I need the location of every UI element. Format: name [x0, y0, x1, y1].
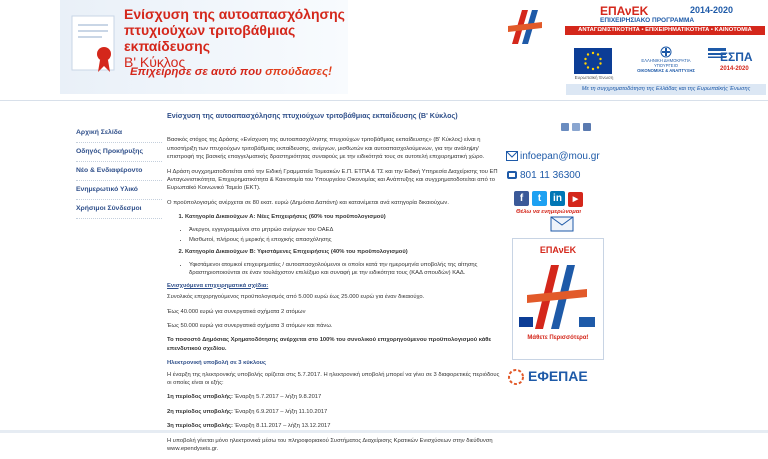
epanek-logo-icon	[508, 4, 542, 48]
header-slogan	[130, 66, 332, 78]
header-title-line1: Ενίσχυση της αυτοαπασχόλησης	[124, 6, 345, 22]
espa-years: 2014-2020	[720, 66, 749, 72]
share-icon[interactable]	[583, 123, 591, 131]
eu-caption: Ευρωπαϊκή Ένωση	[574, 75, 614, 80]
header-title-line3: Β' Κύκλος	[124, 54, 186, 70]
period-label: 2η περίοδος υποβολής:	[167, 408, 233, 415]
diploma-icon	[64, 8, 124, 80]
period-label: 1η περίοδος υποβολής:	[167, 394, 233, 401]
banner-cta: Μάθετε Περισσότερα!	[527, 335, 589, 341]
period-dates: Έναρξη 8.11.2017 – λήξη 13.12.2017	[234, 423, 331, 430]
plan-text-2: Έως 40.000 ευρώ για συνεργατικά σχήματα 2 ατόμων	[167, 308, 306, 315]
slogan-text: Επιχείρησε σε αυτό που	[130, 66, 266, 78]
sidebar-nav	[76, 124, 162, 219]
submission-heading: Ηλεκτρονική υποβολή σε 3 κύκλους	[167, 360, 267, 367]
category-a: 1. Κατηγορία Δικαιούχων Α: Νέες Επιχειρήσεις (60% του προϋπολογισμού)	[185, 213, 500, 221]
contact-phone[interactable]	[506, 170, 580, 181]
eu-flag-icon	[574, 48, 612, 74]
list-item: • Υφιστάμενοι ατομικοί επιχειρηματίες / αυτοαπασχολούμενοι οι οποίοι κατά την ημερομηνία υποβολής της αίτησης δραστηριοποιούνται σε έναν τουλάχιστον επιλέξιμο και συναφή με την ειδικότητα τους (ΚΑΔ σπουδών) ΚΑΔ.	[189, 261, 500, 278]
category-b-list	[167, 261, 500, 278]
newsletter-envelope-icon[interactable]	[550, 216, 574, 232]
header-title-line2: πτυχιούχων τριτοβάθμιας εκπαίδευσης	[124, 22, 296, 54]
intro-paragraph-2: Η Δράση συγχρηματοδοτείται από την Ειδική Γραμματεία Τομεακών Ε.Π. ΕΤΠΑ & ΤΣ και την Ειδική Υπηρεσία Διαχείρισης του ΕΠ Ανταγωνιστικότητα, Επιχειρηματικότητα & Καινοτομία του Υπουργείου Οικονομίας και Ανάπτυξης και συγχρηματοδοτείται από το Ευρωπαϊκό Κοινωνικό Ταμείο (ΕΚΤ).	[167, 168, 498, 192]
header-title	[124, 6, 354, 70]
funding-paragraph: Το ποσοστό Δημόσιας Χρηματοδότησης ανέρχεται στο 100% του συνολικού επιχορηγούμενου προϋπολογισμού κάθε επενδυτικού σχεδίου.	[167, 337, 492, 352]
category-a-list	[167, 226, 500, 245]
period-dates: Έναρξη 6.9.2017 – λήξη 11.10.2017	[234, 408, 328, 415]
plan-text-3: Έως 50.000 ευρώ για συνεργατικά σχήματα 3 ατόμων και πάνω.	[167, 322, 333, 329]
epanek-years: 2014-2020	[690, 5, 734, 15]
ministry-line2: ΥΠΟΥΡΓΕΙΟ	[653, 63, 679, 68]
list-item: • Άνεργοι, εγγεγραμμένοι στο μητρώο ανέργων του ΟΑΕΔ	[189, 226, 500, 234]
ministry-line1: ΕΛΛΗΝΙΚΗ ΔΗΜΟΚΡΑΤΙΑ	[641, 58, 691, 63]
sidebar-item-links[interactable]: Χρήσιμοι Σύνδεσμοι	[76, 200, 162, 219]
newsletter-link[interactable]: Θέλω να ενημερώνομαι	[516, 209, 581, 215]
period-row	[167, 393, 500, 401]
page-tools	[561, 118, 594, 136]
efepae-mark-icon	[508, 369, 524, 385]
beneficiary-categories	[167, 213, 500, 221]
page-title: Ενίσχυση της αυτοαπασχόλησης πτυχιούχων τριτοβάθμιας εκπαίδευσης (Β' Κύκλος)	[167, 111, 458, 120]
category-b: 2. Κατηγορία Δικαιούχων Β: Υφιστάμενες Επιχειρήσεις (40% του προϋπολογισμού)	[185, 248, 500, 256]
list-item: • Μισθωτοί, πλήρους ή μερικής ή εποχικής απασχόλησης	[189, 236, 500, 244]
periods-list	[167, 393, 500, 430]
print-icon[interactable]	[561, 123, 569, 131]
efepae-logo[interactable]	[508, 364, 598, 390]
banner-title: ΕΠΑνΕΚ	[539, 245, 577, 255]
banner-graphic-icon	[513, 255, 601, 335]
sidebar-item-guide[interactable]: Οδηγός Προκήρυξης	[76, 143, 162, 162]
email-text: infoepan@mou.gr	[520, 151, 600, 162]
site-header	[0, 0, 768, 101]
plan-text-1: Συνολικός επιχορηγούμενος προϋπολογισμός από 5.000 ευρώ έως 25.000 ευρώ για έναν δικαιούχο.	[167, 294, 425, 301]
epanek-tagline: ΑΝΤΑΓΩΝΙΣΤΙΚΟΤΗΤΑ • ΕΠΙΧΕΙΡΗΜΑΤΙΚΟΤΗΤΑ • ΚΑΙΝΟΤΟΜΙΑ	[565, 26, 765, 35]
ministry-line3: ΟΙΚΟΝΟΜΙΑΣ & ΑΝΑΠΤΥΞΗΣ	[637, 68, 695, 73]
contact-email[interactable]	[506, 151, 600, 162]
sidebar-item-home[interactable]: Αρχική Σελίδα	[76, 124, 162, 143]
greek-emblem-icon	[660, 46, 672, 58]
efepae-name: ΕΦΕΠΑΕ	[528, 368, 588, 384]
twitter-icon[interactable]: t	[532, 191, 547, 206]
plans-heading: Ενισχυόμενα επιχειρηματικά σχέδια:	[167, 282, 269, 289]
phone-icon	[506, 170, 518, 180]
budget-paragraph: Ο προϋπολογισμός ανέρχεται σε 80 εκατ. ευρώ (Δημόσια Δαπάνη) και κατανέμεται ανά κατηγορία δικαιούχων.	[167, 199, 449, 206]
sidebar-item-material[interactable]: Ενημερωτικό Υλικό	[76, 181, 162, 200]
epanek-name: ΕΠΑνΕΚ	[600, 4, 649, 18]
slogan-highlight: σπούδασες!	[265, 66, 332, 78]
facebook-icon[interactable]: f	[514, 191, 529, 206]
cofinance-note: Με τη συγχρηματοδότηση της Ελλάδας και της Ευρωπαϊκής Ένωσης	[566, 84, 766, 95]
beneficiary-categories-b	[167, 248, 500, 256]
youtube-icon[interactable]: ▶	[568, 192, 583, 207]
epanek-subtitle: ΕΠΙΧΕΙΡΗΣΙΑΚΟ ΠΡΟΓΡΑΜΜΑ	[600, 17, 695, 24]
period-dates: Έναρξη 5.7.2017 – λήξη 9.8.2017	[234, 394, 322, 401]
period-label: 3η περίοδος υποβολής:	[167, 423, 233, 430]
espa-logo	[706, 46, 764, 80]
envelope-icon	[506, 151, 518, 161]
social-links	[514, 188, 586, 207]
final-note: Η υποβολή γίνεται μόνο ηλεκτρονικά μέσω του πληροφοριακού Συστήματος Διαχείρισης Κρατικών Ενισχύσεων στην διεύθυνση www.ependyseis.gr.	[167, 437, 493, 452]
intro-paragraph-1: Βασικός στόχος της Δράσης «Ενίσχυση της αυτοαπασχόλησης πτυχιούχων τριτοβάθμιας εκπαίδευσης» (Β' Κύκλος) είναι η υποστήριξη των πτυχιούχων τριτοβάθμιας εκπαίδευσης, ανέργων, μισθωτών και αυτοαπασχολούμενων, για την ανάληψη/επιστροφή της βασικής επαγγελματικής δραστηριότητας συναφούς με την ειδικότητά τους σε αυτοτελή επιχειρηματική χώρο.	[167, 137, 485, 161]
phone-text: 801 11 36300	[520, 170, 581, 181]
period-row	[167, 408, 500, 416]
sidebar-item-news[interactable]: Νέο & Ενδιαφέροντο	[76, 162, 162, 181]
main-content	[167, 112, 500, 459]
submission-paragraph: Η έναρξη της ηλεκτρονικής υποβολής ορίζεται στις 5.7.2017. Η ηλεκτρονική υποβολή μπορεί να γίνει σε 3 διαφορετικές περιόδους οι οποίες είναι οι εξής:	[167, 371, 500, 386]
ministry-logo	[636, 46, 696, 78]
email-page-icon[interactable]	[572, 123, 580, 131]
espa-name: ΕΣΠΑ	[720, 50, 753, 64]
epanek-promo-banner[interactable]	[512, 238, 604, 360]
linkedin-icon[interactable]: in	[550, 191, 565, 206]
